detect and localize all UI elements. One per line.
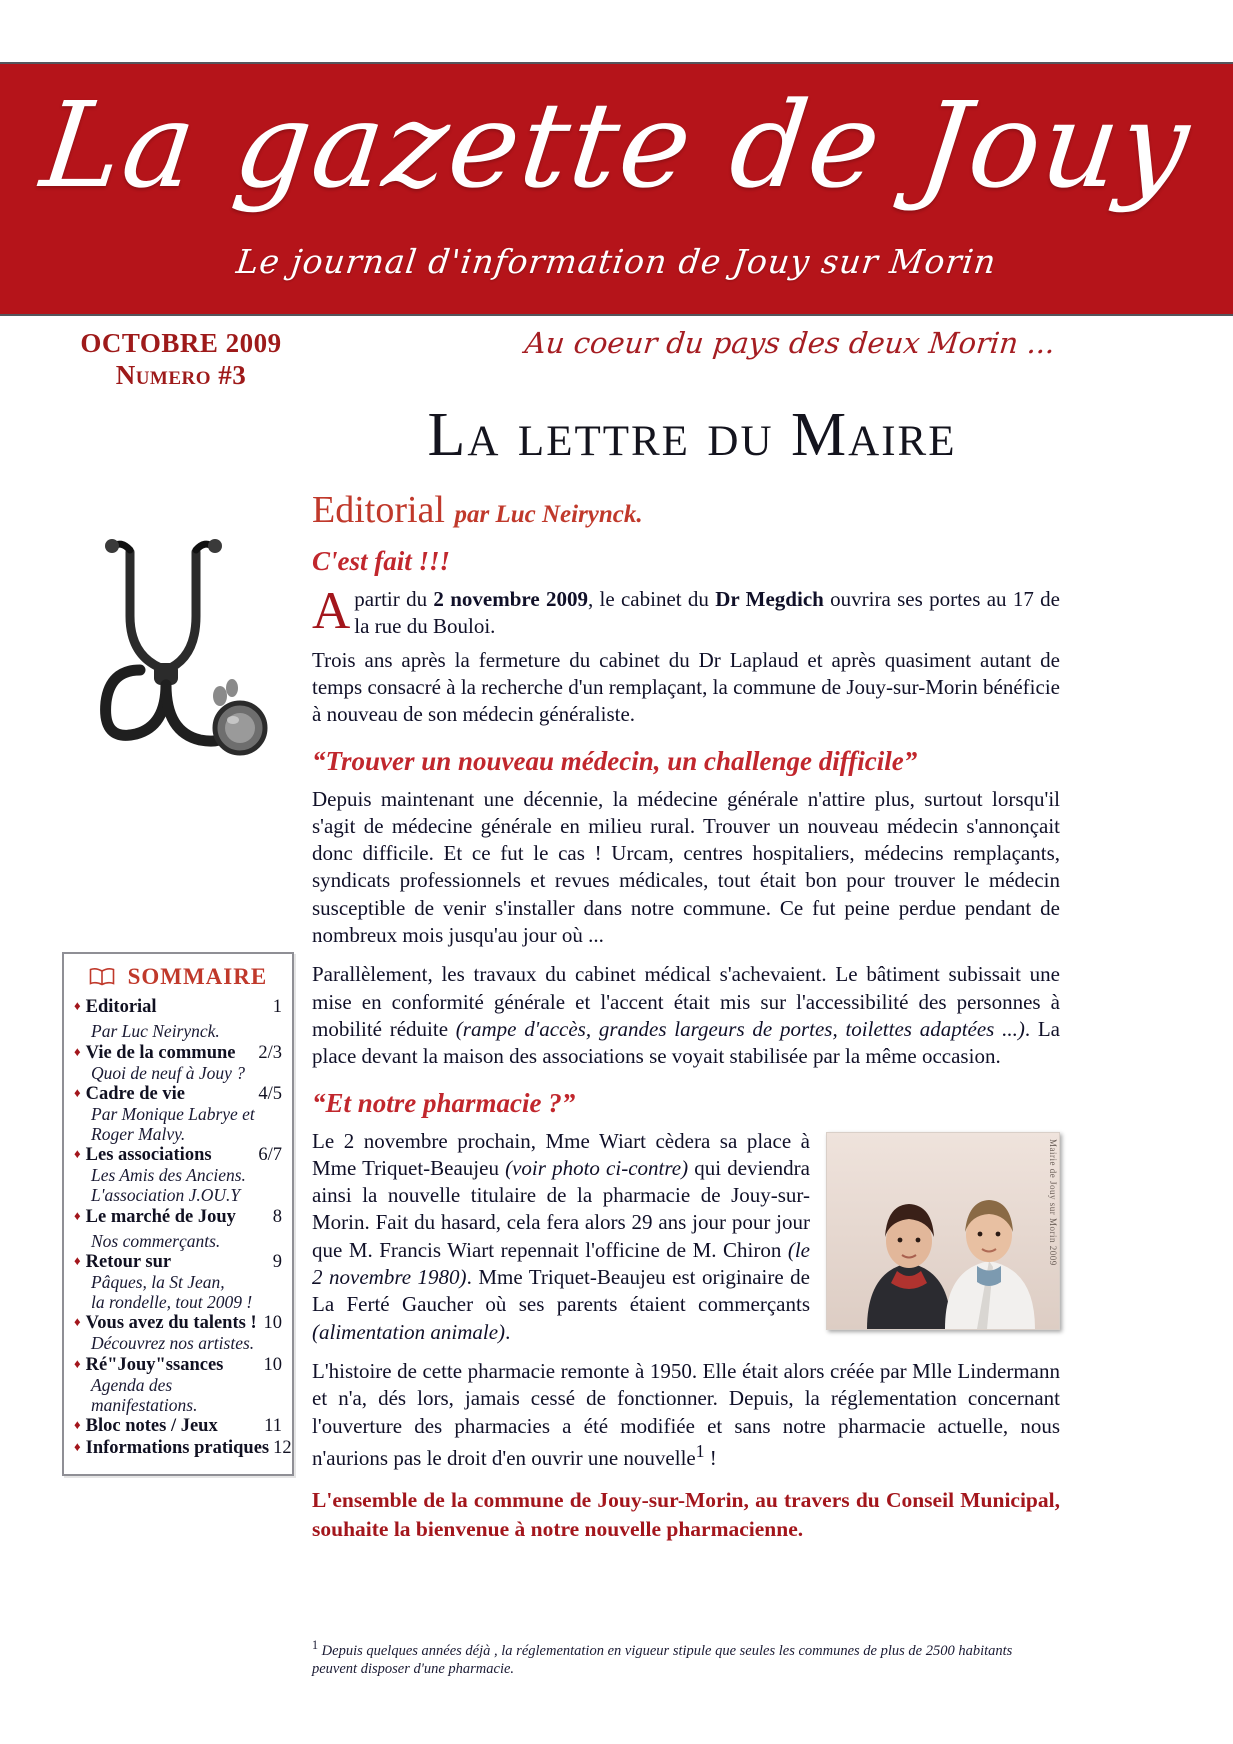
editorial-kicker-label: Editorial: [312, 489, 445, 531]
sommaire-entry-label: Vous avez du talents !: [85, 1313, 257, 1334]
para-5-text-b: qui deviendra ainsi la nouvelle titulaire de la pharmacie de Jouy-sur-Morin. Fait du hasard, cela fera alors 29 ans jour pour jour que M. Francis Wiart repennait l'officine de M. Chiron: [312, 1155, 810, 1262]
sommaire-entry-label: Retour sur: [85, 1252, 172, 1273]
footnote-reference: 1: [695, 1440, 705, 1461]
issue-date: OCTOBRE 2009: [80, 328, 282, 358]
sommaire-title-row: [74, 964, 282, 990]
editorial-article: [312, 488, 1060, 1543]
sommaire-entry[interactable]: [74, 1416, 282, 1437]
para-5-date-note: (le 2 novembre 1980): [312, 1237, 810, 1290]
paragraph-trois-ans: Trois ans après la fermeture du cabinet du Dr Laplaud et après quasiment autant de temps consacré à la recherche d'un remplaçant, la commune de Jouy-sur-Morin bénéficie à nouveau de son médecin généraliste.: [312, 647, 1060, 727]
sommaire-entry[interactable]: [74, 1145, 282, 1205]
paragraph-depuis-decennie: Depuis maintenant une décennie, la médecine générale n'attire plus, surtout lorsqu'il s'agit de médecine générale en milieu rural. Trouver un nouveau médecin s'annonçait donc difficile. Et ce fut le cas ! Urcam, centres hospitaliers, médecins remplaçants, syndicats professionnels et revues médicales, tout était bon pour trouver le médecin susceptible de venir s'installer dans notre commune. Ce fut peine perdue pendant de nombreux mois jusqu'au jour où ...: [312, 786, 1060, 948]
paragraph-parallelement: [312, 961, 1060, 1070]
page-title: La lettre du Maire: [427, 401, 957, 469]
para-4-text-b: . La place devant la maison des associations se voyait stabilisée par la même occasion.: [312, 1016, 1060, 1069]
paragraph-opening: [312, 582, 1060, 641]
sommaire-entry-page: 2/3: [258, 1042, 282, 1063]
sommaire-entry[interactable]: [74, 1084, 282, 1144]
para-6-text-b: !: [704, 1445, 717, 1470]
sommaire-list: [74, 997, 292, 1459]
sommaire-entry-subtitle: Par Luc Neirynck.: [91, 1021, 220, 1041]
photo-credit: Mairie de Jouy sur Morin 2009: [1048, 1138, 1058, 1266]
subhead-trouver-medecin: “Trouver un nouveau médecin, un challenge difficile”: [312, 745, 918, 776]
para-5-text-c: . Mme Triquet-Beaujeu est originaire de La Ferté Gaucher où ses parents étaient commerçants: [312, 1265, 810, 1317]
closing-statement: L'ensemble de la commune de Jouy-sur-Morin, au travers du Conseil Municipal, souhaite la bienvenue à notre nouvelle pharmacienne.: [312, 1488, 1060, 1541]
sommaire-entry-page: 9: [272, 1252, 282, 1273]
sommaire-entry[interactable]: [74, 1252, 282, 1312]
sommaire-entry-subtitle: Les Amis des Anciens.: [91, 1165, 246, 1186]
diamond-bullet-icon: ♦: [74, 1253, 81, 1269]
issue-block: [66, 328, 296, 392]
pharmacists-photo: [826, 1132, 1060, 1330]
para-1-text-a: partir du: [354, 587, 434, 612]
diamond-bullet-icon: ♦: [74, 1439, 81, 1455]
sommaire-entry-page: 10: [263, 1354, 282, 1375]
photo-image: [827, 1133, 1059, 1329]
sommaire-entry-row[interactable]: [74, 1313, 282, 1334]
sommaire-entry-subtitle: Nos commerçants.: [91, 1230, 221, 1251]
diamond-bullet-icon: ♦: [74, 1146, 81, 1162]
sommaire-entry-page: 1: [272, 997, 282, 1017]
drop-cap: A: [312, 582, 351, 641]
para-5-photo-note: (voir photo ci-contre): [505, 1155, 689, 1180]
sommaire-entry-label: Vie de la commune: [85, 1042, 236, 1063]
diamond-bullet-icon: ♦: [74, 1355, 81, 1371]
sommaire-entry-subtitle: Par Monique Labrye et: [91, 1104, 255, 1125]
sommaire-entry-label: Les associations: [85, 1145, 212, 1166]
sommaire-box: [62, 952, 294, 1476]
sommaire-entry-subtitle: la rondelle, tout 2009 !: [91, 1291, 253, 1312]
para-6-text-a: L'histoire de cette pharmacie remonte à 1950. Elle était alors créée par Mlle Lindermann et n'a, dés lors, jamais cessé de fonctionner. Depuis, la réglementation concernant l'ouverture des pharmacies a été modifiée et sans notre pharmacie actuelle, nous n'aurions pas le droit d'en ouvrir une nouvelle: [312, 1358, 1060, 1470]
issue-number: Numero #3: [115, 359, 247, 390]
sommaire-entry-page: 4/5: [258, 1084, 282, 1105]
sommaire-entry-label: Editorial: [85, 997, 157, 1017]
diamond-bullet-icon: ♦: [74, 1417, 81, 1433]
diamond-bullet-icon: ♦: [74, 1314, 81, 1330]
diamond-bullet-icon: ♦: [74, 1085, 81, 1101]
sommaire-entry-label: Bloc notes / Jeux: [85, 1416, 218, 1437]
editorial-byline: par Luc Neirynck.: [454, 501, 643, 528]
publication-subtitle: Le journal d'information de Jouy sur Morin: [234, 242, 999, 281]
publication-title: La gazette de Jouy: [34, 76, 1199, 214]
sommaire-entry-page: 10: [263, 1313, 282, 1334]
para-5-business-note: (alimentation animale): [312, 1319, 506, 1344]
masthead-banner: [0, 62, 1233, 316]
sommaire-entry-row[interactable]: [74, 1084, 282, 1105]
paragraph-pharmacie: [312, 1128, 1060, 1346]
para-5-text-a: Le 2 novembre prochain, Mme Wiart cèdera sa place à Mme Triquet-Beaujeu: [312, 1128, 810, 1180]
sommaire-entry-subtitle: Agenda des manifestations.: [91, 1374, 198, 1415]
diamond-bullet-icon: ♦: [74, 998, 81, 1013]
sommaire-entry-page: 6/7: [258, 1145, 282, 1166]
sommaire-entry-row[interactable]: [74, 1145, 282, 1166]
editorial-kicker: [312, 488, 1060, 532]
sommaire-entry-row[interactable]: [74, 997, 282, 1018]
para-4-text-a: Parallèlement, les travaux du cabinet médical s'achevaient. Le bâtiment subissait une mise en conformité générale et l'accent était mis sur l'accessibilité des personnes à mobilité réduite: [312, 962, 1060, 1041]
para-1-text-c: ouvrira ses portes au 17 de la rue du Bouloi.: [354, 587, 1060, 639]
sommaire-entry[interactable]: [74, 997, 282, 1042]
sommaire-entry-label: Ré"Jouy"ssances: [85, 1354, 224, 1375]
sommaire-entry-label: Informations pratiques: [85, 1438, 270, 1459]
sommaire-entry[interactable]: [74, 1207, 282, 1252]
sommaire-entry-label: Cadre de vie: [85, 1084, 185, 1105]
para-1-date: 2 novembre 2009: [433, 587, 588, 612]
sommaire-entry-page: 8: [272, 1206, 282, 1227]
paragraph-histoire: [312, 1358, 1060, 1472]
subhead-cest-fait: C'est fait !!!: [312, 546, 451, 576]
para-1-text-b: , le cabinet du: [587, 587, 716, 612]
footnote-marker: 1: [312, 1638, 319, 1652]
sommaire-entry-row[interactable]: [74, 1416, 282, 1437]
footnote: [312, 1638, 1060, 1679]
sommaire-entry[interactable]: [74, 1355, 282, 1415]
diamond-bullet-icon: ♦: [74, 1207, 81, 1223]
sommaire-entry-subtitle: Découvrez nos artistes.: [91, 1333, 255, 1354]
sommaire-entry-subtitle: Roger Malvy.: [91, 1123, 186, 1144]
stethoscope-icon: [92, 520, 292, 820]
open-book-icon: [89, 967, 115, 986]
sommaire-title: SOMMAIRE: [127, 964, 268, 989]
sommaire-entry-page: 12: [273, 1438, 292, 1459]
sommaire-entry-row[interactable]: [74, 1355, 282, 1376]
tagline: Au coeur du pays des deux Morin ...: [523, 326, 1057, 360]
sommaire-entry-page: 11: [264, 1416, 282, 1437]
para-5-text-d: .: [505, 1319, 511, 1344]
sommaire-entry-row[interactable]: [74, 1207, 282, 1228]
sommaire-entry[interactable]: [74, 1043, 282, 1084]
sommaire-entry-row[interactable]: [74, 1438, 292, 1459]
sommaire-entry[interactable]: [74, 1313, 282, 1354]
sommaire-entry[interactable]: [74, 1438, 292, 1459]
sommaire-entry-label: Le marché de Jouy: [85, 1206, 236, 1227]
sommaire-entry-subtitle: Pâques, la St Jean,: [91, 1272, 225, 1293]
sommaire-entry-row[interactable]: [74, 1252, 282, 1273]
sommaire-entry-subtitle: Quoi de neuf à Jouy ?: [91, 1062, 246, 1083]
para-4-parenthetical: (rampe d'accès, grandes largeurs de portes, toilettes adaptées ...): [455, 1016, 1025, 1041]
subhead-pharmacie: “Et notre pharmacie ?”: [312, 1087, 576, 1118]
sommaire-entry-subtitle: L'association J.OU.Y: [91, 1184, 241, 1205]
diamond-bullet-icon: ♦: [74, 1043, 81, 1059]
footnote-text: Depuis quelques années déjà , la réglementation en vigueur stipule que seules les communes de plus de 2500 habitants peuvent disposer d'une pharmacie.: [312, 1642, 1013, 1678]
para-1-doctor: Dr Megdich: [715, 587, 824, 612]
sommaire-entry-row[interactable]: [74, 1043, 282, 1064]
